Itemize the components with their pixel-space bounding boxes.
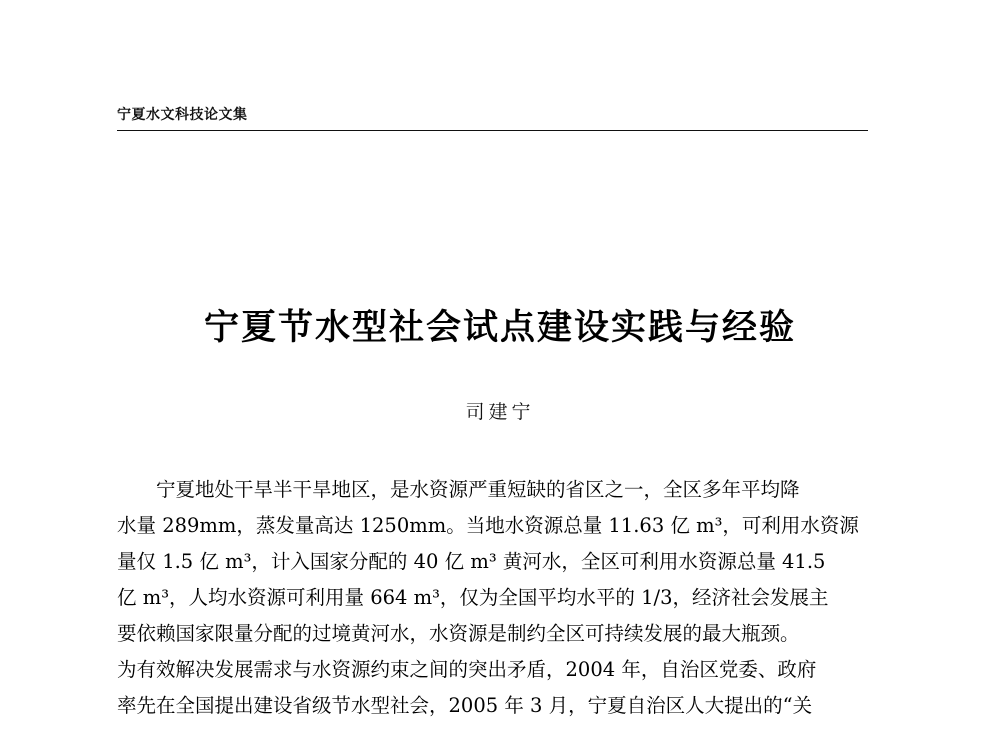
body-line: 量仅 1.5 亿 m³，计入国家分配的 40 亿 m³ 黄河水，全区可利用水资源总量 41.5 (117, 550, 826, 573)
body-line: 率先在全国提出建设省级节水型社会，2005 年 3 月，宁夏自治区人大提出的“关 (117, 694, 813, 717)
body-line: 为有效解决发展需求与水资源约束之间的突出矛盾，2004 年，自治区党委、政府 (117, 658, 817, 681)
body-line: 水量 289mm，蒸发量高达 1250mm。当地水资源总量 11.63 亿 m³，可利用水资源 (117, 514, 859, 537)
header-rule (117, 130, 868, 131)
article-title: 宁夏节水型社会试点建设实践与经验 (203, 307, 796, 348)
article-body (117, 472, 867, 724)
running-header: 宁夏水文科技论文集 (117, 107, 248, 123)
body-line: 要依赖国家限量分配的过境黄河水，水资源是制约全区可持续发展的最大瓶颈。 (117, 622, 800, 645)
body-line: 亿 m³，人均水资源可利用量 664 m³，仅为全国平均水平的 1/3，经济社会发展主 (117, 586, 829, 609)
body-line: 宁夏地处干旱半干旱地区，是水资源严重短缺的省区之一，全区多年平均降 (156, 478, 800, 501)
article-author: 司建宁 (465, 401, 535, 423)
